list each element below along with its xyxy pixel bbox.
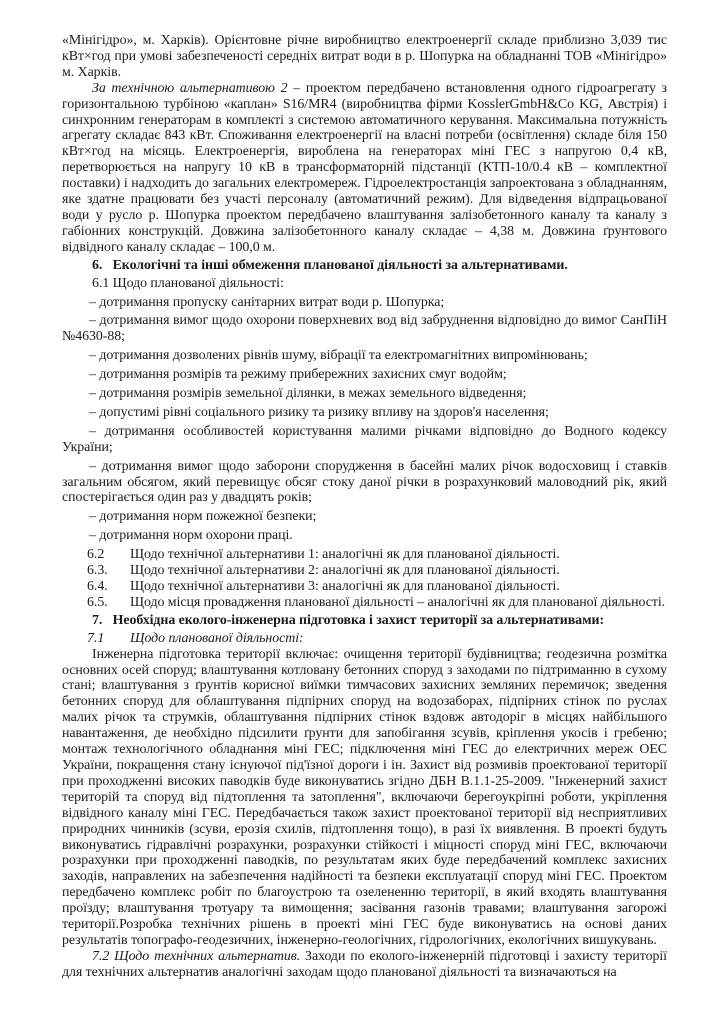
list-item-sanitary-flow xyxy=(62,295,667,311)
list-item-reservoir-ban xyxy=(62,459,667,507)
list-item-surface-water xyxy=(62,313,667,345)
item-6-2 xyxy=(62,547,667,563)
item-7-1 xyxy=(62,631,667,647)
text-run: – дотримання особливостей користування малими річками відповідно до Водного кодексу України; xyxy=(62,423,667,455)
list-item-social-risk xyxy=(62,405,667,421)
text-run: – дотримання розмірів земельної ділянки, в межах земельного відведення; xyxy=(89,386,527,402)
text-run: 7. Необхідна еколого-інженерна підготовка і захист території за альтернативами: xyxy=(92,612,605,628)
item-6-1 xyxy=(62,276,667,292)
item-number: 6.2 xyxy=(87,547,105,563)
text-run: – дотримання вимог щодо охорони поверхневих вод від забруднення відповідно до вимог СанПіН №4630-88; xyxy=(62,313,667,345)
text-run: – проектом передбачено встановлення одного гідроагрегату з горизонтальною турбіною «каплан» S16/MR4 (виробництва фірми KosslerGmbH&Co KG, Австрія) і синхронним генераторам в комплекті з системою автоматичного керування. Максимальна потужність агрегату складає 843 кВт. Споживання електроенергії на власні потреби (освітлення) складе біля 150 кВт×год на місяць. Електроенергія, вироблена на генераторах міні ГЕС з напругою 0,4 кВ, перетворюється на напругу 10 кВ в трансформаторній підстанції (КТП-10/0.4 кВ – комплектної поставки) і надходить до загальних електромереж. Гідроелектростанція запроектована з обладнанням, яке здатне працювати без участі персоналу (автоматичний режим). Для відведення відпрацьованої води у русло р. Шопурка проектом передбачено влаштування залізобетонного каналу та каналу з габіонних конструкцій. Довжина залізобетонного каналу складає – 4,38 м. Довжина ґрунтового відвідного каналу складає – 100,0 м. xyxy=(62,80,667,255)
list-item-small-rivers xyxy=(62,424,667,456)
text-run: – дотримання норм охорони праці. xyxy=(89,528,293,544)
text-run: За технічною альтернативою 2 xyxy=(92,80,288,96)
text-run: 7.2 Щодо технічних альтернатив. xyxy=(92,948,301,964)
item-number: 7.1 xyxy=(87,630,105,646)
text-run: «Мінігідро», м. Харків). Орієнтовне річне виробництво електроенергії складе приблизно 3,039 тис кВт×год при умові забезпеченості середніх витрат води в р. Шопурка на обладнанні ТОВ «Мінігідро» м. Харків. xyxy=(62,33,667,80)
list-item-protective-strips xyxy=(62,367,667,383)
text-run: 6. Екологічні та інші обмеження планованої діяльності за альтернативами. xyxy=(92,257,568,273)
text-run: – дотримання розмірів та режиму прибережних захисних смуг водойм; xyxy=(89,367,507,383)
paragraph-technical-alternative-2 xyxy=(62,81,667,256)
item-6-3 xyxy=(62,563,667,579)
text-run: Заходи по еколого-інженерній підготовці і захисту території для технічних альтернатив аналогічні заходам щодо планованої діяльності та визначаються на xyxy=(62,948,667,980)
paragraph-engineering-preparation xyxy=(62,647,667,949)
list-item-land-plot xyxy=(62,386,667,402)
section-7-heading xyxy=(62,613,667,629)
item-number: 6.3. xyxy=(87,563,108,579)
text-run: Щодо технічної альтернативи 2: аналогічні як для планованої діяльності. xyxy=(130,563,560,579)
section-6-heading xyxy=(62,258,667,274)
text-run: Щодо технічної альтернативи 1: аналогічні як для планованої діяльності. xyxy=(130,547,560,563)
list-item-labor-safety xyxy=(62,528,667,544)
text-run: – дотримання вимог щодо заборони спорудження в басейні малих річок водосховищ і ставків загальним обсягом, який перевищує обсяг стоку даної річки в розрахунковий маловодний рік, який спостерігається один раз у двадцять років; xyxy=(62,458,667,506)
text-run: Щодо планованої діяльності: xyxy=(130,630,304,646)
text-run: – дотримання дозволених рівнів шуму, вібрації та електромагнітних випромінювань; xyxy=(89,348,588,364)
text-run: Щодо технічної альтернативи 3: аналогічні як для планованої діяльності. xyxy=(130,579,560,594)
text-run: Щодо місця провадження планованої діяльності – аналогічні як для планованої діяльності. xyxy=(130,594,666,610)
list-item-fire-safety xyxy=(62,509,667,525)
text-run: – дотримання норм пожежної безпеки; xyxy=(89,509,317,525)
text-run: – допустимі рівні соціального ризику та ризику впливу на здоров'я населення; xyxy=(89,404,549,420)
paragraph-7-2 xyxy=(62,949,667,981)
list-item-noise-vibration xyxy=(62,348,667,364)
text-run: – дотримання пропуску санітарних витрат води р. Шопурка; xyxy=(89,294,445,310)
text-run: 6.1 Щодо планованої діяльності: xyxy=(92,275,284,291)
item-number: 6.4. xyxy=(87,579,108,594)
paragraph-intro-continuation xyxy=(62,33,667,81)
item-6-5 xyxy=(62,595,667,611)
item-number: 6.5. xyxy=(87,594,108,610)
text-run: Інженерна підготовка території включає: очищення території будівництва; геодезична розмітка основних осей споруд; влаштування котловану бетонних споруд з заходами по підтриманню в сухому стані; влаштування з ґрунтів корисної виїмки тимчасових захисних земляних перемичок; зведення бетонних споруд для облаштування підпірних споруд на водозаборах, підпірних стінок по руслах малих річок та струмків, облаштування підпірних стінок вздовж автодоріг в місцях найбільшого навантаження, де необхідно підсилити ґрунти для запобігання зсувів, кріплення укосів і гребеню; монтаж технологічного обладнання міні ГЕС; підключення міні ГЕС до електричних мереж ОЕС України, покращення стану існуючої під'їзної дороги і ін. Захист від розмивів проектованої території при проходженні високих паводків буде виконуватись згідно ДБН В.1.1-25-2009. "Інженерний захист територій та споруд від підтоплення та затоплення", включаючи берегоукріпні роботи, укріплення відвідного каналу міні ГЕС. Передбачається також захист проектованої території від несприятливих природних чинників (зсуви, ерозія схилів, підтоплення тощо), в разі їх виявлення. В проекті будуть виконуватись гідравлічні розрахунки, розрахунки стійкості і міцності споруд міні ГЕС, включаючи розрахунки при проходженні паводків, по результатам яких буде передбачений комплекс захисних заходів, направлених на забезпечення надійності та безпеки експлуатації споруд міні ГЕС. Проектом передбачено комплекс робіт по благоустрою та озелененню території, в який входять влаштування проїзду; влаштування тротуару та вимощення; засівання газонів травами; влаштування загорожі території.Розробка технічних рішень в проекті міні ГЕС буде виконуватись на основі даних результатів топографо-геодезичних, інженерно-геологічних, гідрологічних, екологічних вишукувань. xyxy=(62,646,667,948)
item-6-4 xyxy=(62,579,667,595)
